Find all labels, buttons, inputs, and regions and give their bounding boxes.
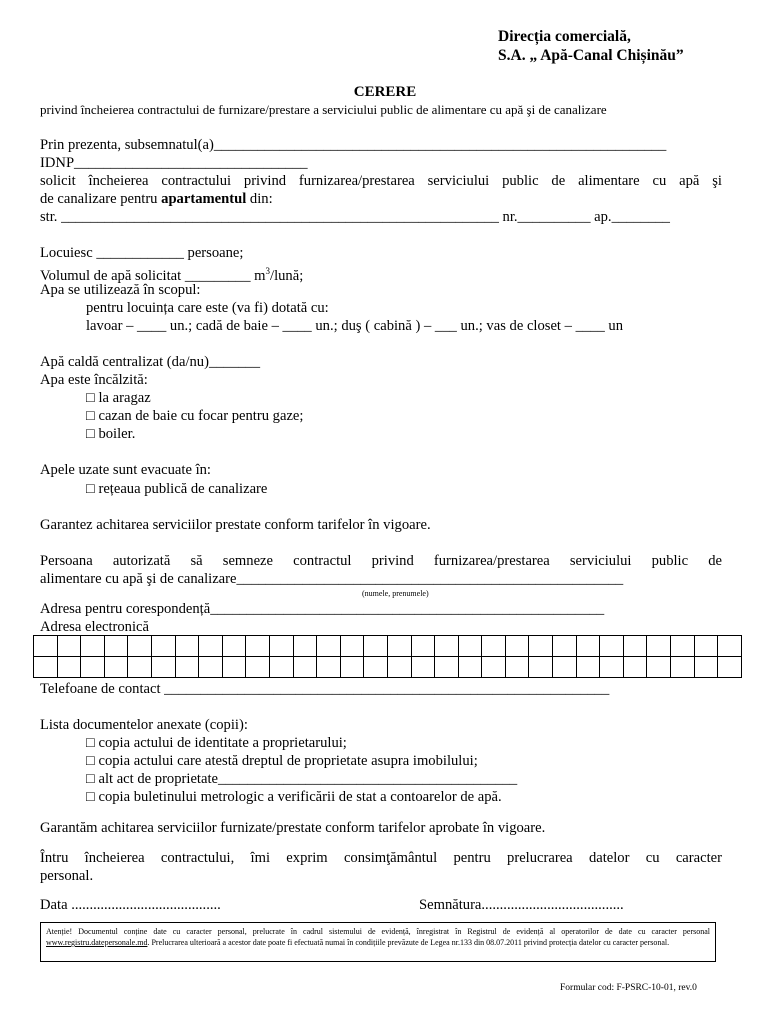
document-item-metrology-copy[interactable]: □ copia buletinului metrologic a verificării de stat a contoarelor de apă. — [86, 789, 502, 805]
applicant-name-field[interactable]: Prin prezenta, subsemnatul(a)______________________________________________________________ — [40, 137, 667, 153]
phone-field[interactable]: Telefoane de contact _____________________________________________________________ — [40, 681, 610, 697]
email-grid-row-1 — [34, 636, 742, 657]
document-item-ownership-copy[interactable]: □ copia actului care atestă dreptul de proprietate asupra imobilului; — [86, 753, 478, 769]
privacy-notice-text: Atenție! Documentul conține date cu caracter personal, prelucrate în cadrul sistemului de evidență, înregistrat în Registrul de evidență al operatorilor de date cu caracter personal — [46, 927, 710, 936]
idnp-field[interactable]: IDNP________________________________ — [40, 155, 308, 171]
apartment-keyword: apartamentul — [161, 191, 247, 207]
purpose-label: Apa se utilizează în scopul: — [40, 282, 201, 298]
signature-field[interactable]: Semnătura....................................... — [419, 897, 624, 913]
document-title: CERERE — [353, 84, 417, 100]
correspondence-address-field[interactable]: Adresa pentru corespondență______________________________________________________ — [40, 601, 605, 617]
equipped-label: pentru locuința care este (va fi) dotată cu: — [86, 300, 329, 316]
document-item-other-act[interactable]: □ alt act de proprietate_________________________________________ — [86, 771, 518, 787]
consent-line2: personal. — [40, 868, 94, 884]
heating-label: Apa este încălzită: — [40, 372, 148, 388]
privacy-notice-text-end: . Prelucrarea ulterioară a acestor date poate fi efectuată numai în condițiile prevăzute de Legea nr.133 din 08.07.2011 privind protecția datelor cu caracter personal. — [147, 938, 670, 947]
central-hot-water-field[interactable]: Apă caldă centralizat (da/nu)_______ — [40, 354, 261, 370]
document-subtitle: privind încheierea contractului de furnizare/prestare a serviciului public de alimentare cu apă şi de canalizare — [40, 102, 607, 117]
heating-option-gas-boiler[interactable]: □ cazan de baie cu focar pentru gaze; — [86, 408, 304, 424]
documents-label: Lista documentelor anexate (copii): — [40, 717, 248, 733]
volume-exponent: 3 — [265, 266, 271, 276]
authorized-person-field[interactable]: alimentare cu apă şi de canalizare_____________________________________________________ — [40, 571, 624, 587]
date-field[interactable]: Data ......................................... — [40, 897, 221, 913]
wastewater-label: Apele uzate sunt evacuate în: — [40, 462, 211, 478]
registry-link[interactable]: www.registru.datepersonale.md — [46, 938, 148, 947]
address-field[interactable]: str. ____________________________________________________________ nr.__________ ap.________ — [40, 209, 670, 225]
email-grid[interactable] — [33, 635, 742, 678]
volume-label: Volumul de apă solicitat _________ m — [40, 267, 266, 284]
email-grid-row-2 — [34, 657, 742, 678]
request-text-post: din: — [246, 191, 273, 207]
heating-option-boiler[interactable]: □ boiler. — [86, 426, 136, 442]
request-text-line1: solicit încheierea contractului privind furnizarea/prestarea serviciului public de alimentare cu apă şi — [40, 173, 722, 189]
document-item-id-copy[interactable]: □ copia actului de identitate a proprietarului; — [86, 735, 347, 751]
consent-line1: Întru încheierea contractului, îmi exprim consimţământul pentru prelucrarea datelor cu caracter — [40, 850, 722, 866]
privacy-notice — [40, 922, 716, 962]
payment-guarantee: Garantăm achitarea serviciilor furnizate/prestate conform tarifelor aprobate în vigoare. — [40, 820, 546, 836]
persons-field[interactable]: Locuiesc ____________ persoane; — [40, 245, 244, 261]
request-text-pre: de canalizare pentru — [40, 191, 162, 207]
form-code: Formular cod: F-PSRC-10-01, rev.0 — [560, 983, 697, 993]
volume-unit: /lună; — [270, 267, 304, 284]
fixtures-field[interactable]: lavoar – ____ un.; cadă de baie – ____ un.; duş ( cabină ) – ___ un.; vas de closet – ____ un — [86, 318, 624, 334]
authorized-person-line1: Persoana autorizată să semneze contractul privind furnizarea/prestarea serviciului public de — [40, 553, 722, 569]
guarantee-statement: Garantez achitarea serviciilor prestate conform tarifelor în vigoare. — [40, 517, 431, 533]
authorized-person-hint: (numele, prenumele) — [362, 589, 429, 598]
department-name: Direcția comercială, — [498, 28, 631, 45]
heating-option-stove[interactable]: □ la aragaz — [86, 390, 151, 406]
request-text-line2 — [40, 191, 273, 208]
wastewater-option-public-sewer[interactable]: □ rețeaua publică de canalizare — [86, 481, 268, 497]
company-name: S.A. „ Apă-Canal Chișinău” — [498, 47, 684, 64]
email-label: Adresa electronică — [40, 619, 149, 635]
